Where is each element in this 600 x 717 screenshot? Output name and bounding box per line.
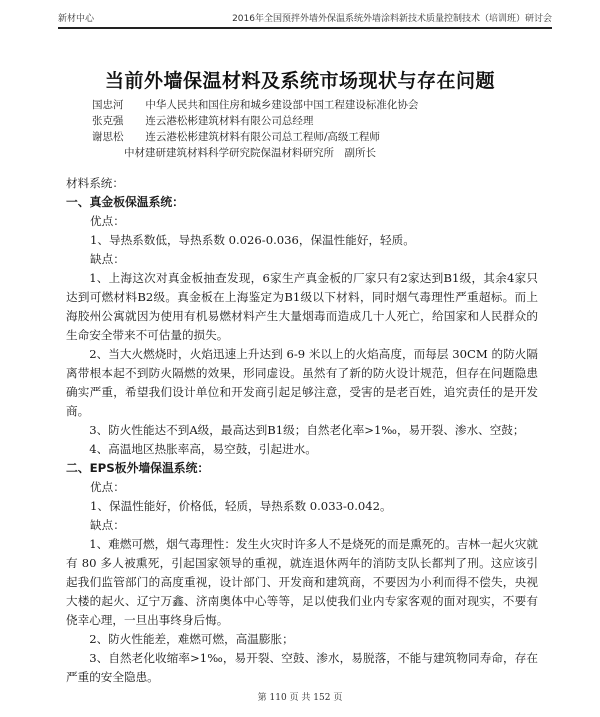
disadvantage-paragraph: 4、高温地区热胀率高，易空鼓，引起进水。	[89, 442, 317, 456]
author-row	[92, 97, 418, 113]
author-affiliation: 连云港松彬建筑材料有限公司总经理	[145, 115, 314, 127]
disadvantages-label: 缺点：	[90, 518, 125, 532]
body-text	[66, 174, 538, 687]
section-heading: 一、真金板保温系统：	[66, 195, 184, 209]
advantage-item: 1、保温性能好，价格低，轻质，导热系数 0.033-0.042。	[90, 499, 392, 513]
disadvantage-paragraph: 3、防火性能达不到A级，最高达到B1级；自然老化率>1‰，易开裂、渗水、空鼓；	[89, 423, 525, 437]
author-row	[92, 145, 418, 161]
header-right-text: 2016年全国预拌外墙外保温系统外墙涂料新技术质量控制技术（培训班）研讨会	[232, 14, 552, 24]
disadvantage-paragraph: 2、当大火燃烧时，火焰迅速上升达到 6-9 米以上的火焰高度，而每层 30CM 的防火隔离带根本起不到防火隔燃的效果，形同虚设。虽然有了新的防火设计规范，但存在问题隐患确实严重，希望我们设计单位和开发商引起足够注意，受害的是老百姓，追究责任的是开发商。	[66, 347, 538, 418]
page-number: 第 110 页 共 152 页	[257, 693, 343, 703]
advantage-item: 1、导热系数低，导热系数 0.026-0.036，保温性能好，轻质。	[90, 233, 415, 247]
author-name: 谢思松	[92, 131, 124, 143]
author-affiliation: 中材建研建筑材料科学研究院保温材料研究所 副所长	[124, 147, 376, 159]
advantages-label: 优点：	[90, 480, 125, 494]
author-affiliation: 连云港松彬建筑材料有限公司总工程师/高级工程师	[145, 131, 380, 143]
author-row	[92, 113, 418, 129]
section-heading: 二、EPS板外墙保温系统：	[66, 461, 210, 475]
document-title: 当前外墙保温材料及系统市场现状与存在问题	[104, 70, 495, 92]
author-block	[92, 97, 418, 161]
disadvantage-paragraph: 2、防火性能差，难燃可燃，高温膨胀；	[89, 632, 294, 646]
disadvantage-paragraph: 3、自然老化收缩率>1‰，易开裂、空鼓、渗水，易脱落，不能与建筑物同寿命，存在严重的安全隐患。	[66, 651, 538, 684]
advantages-label: 优点：	[90, 214, 125, 228]
disadvantage-paragraph: 1、上海这次对真金板抽查发现，6家生产真金板的厂家只有2家达到B1级，其余4家只达到可燃材料B2级。真金板在上海鉴定为B1级以下材料，同时烟气毒理性严重超标。而上海胶州公寓就因为使用有机易燃材料产生大量烟毒而造成几十人死亡，给国家和人民群众的生命安全带来不可估量的损失。	[66, 271, 538, 342]
disadvantage-paragraph: 1、难燃可燃，烟气毒理性：发生火灾时许多人不是烧死的而是熏死的。吉林一起火灾就有 80 多人被熏死，引起国家领导的重视，就连退休两年的消防支队长都判了刑。这应该引起我们监管部门的高度重视，设计部门、开发商和建筑商，不要因为小利而得不偿失，央视大楼的起火、辽宁万鑫、济南奥体中心等等，足以使我们业内专家客观的面对现实，不要有侥幸心理，一旦出事终身后悔。	[66, 537, 538, 627]
disadvantages-label: 缺点：	[90, 252, 125, 266]
header-left-text: 新材中心	[58, 14, 95, 24]
author-name: 张克强	[92, 115, 124, 127]
author-row	[92, 129, 418, 145]
running-header	[58, 13, 552, 29]
author-name: 国忠河	[92, 99, 124, 111]
materials-label: 材料系统：	[66, 176, 124, 190]
author-affiliation: 中华人民共和国住房和城乡建设部中国工程建设标准化协会	[145, 99, 419, 111]
